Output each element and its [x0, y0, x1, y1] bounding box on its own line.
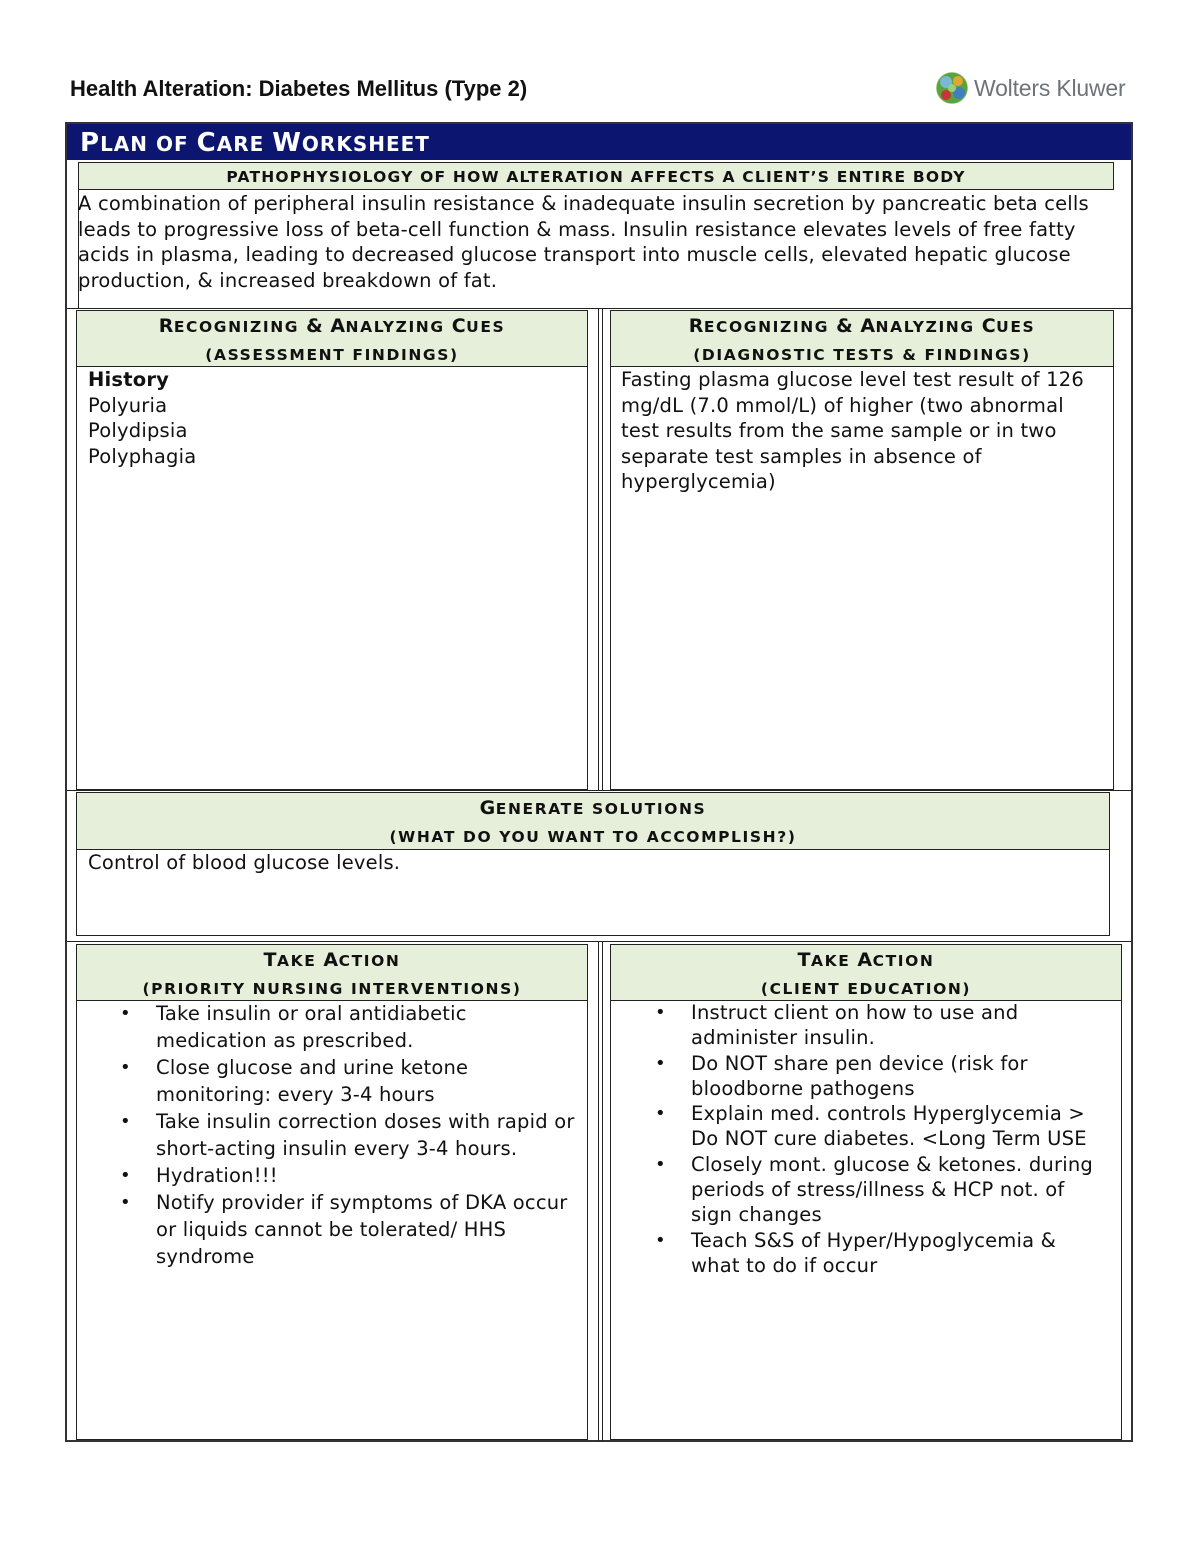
assessment-heading: RECOGNIZING & ANALYZING CUES (ASSESSMENT FINDINGS) [76, 310, 588, 367]
assessment-content [88, 367, 578, 469]
diagnostics-text: Fasting plasma glucose level test result of 126 mg/dL (7.0 mmol/L) of higher (two abnormal test results from the same sample or in two separate test samples in absence of hyperglycemia) [621, 368, 1084, 493]
intervention-item: • Take insulin or oral antidiabetic medication as prescribed. [76, 1000, 576, 1054]
wolters-kluwer-globe-icon [934, 70, 970, 106]
intervention-item: • Notify provider if symptoms of DKA occur or liquids cannot be tolerated/ HHS syndrome [76, 1189, 576, 1270]
education-item: • Explain med. controls Hyperglycemia > Do NOT cure diabetes. <Long Term USE [611, 1101, 1111, 1152]
interventions-subheading: (PRIORITY NURSING INTERVENTIONS) [142, 980, 522, 998]
solutions-text: Control of blood glucose levels. [88, 851, 401, 874]
education-heading: TAKE ACTION (CLIENT EDUCATION) [610, 944, 1122, 1001]
intervention-item: • Hydration!!! [76, 1162, 576, 1189]
wolters-kluwer-logo [934, 70, 1125, 106]
assessment-subheading: (ASSESSMENT FINDINGS) [205, 346, 459, 364]
section-divider [67, 308, 1131, 309]
column-divider [598, 941, 599, 1441]
interventions-list [76, 1000, 576, 1270]
column-divider [602, 941, 603, 1441]
assessment-item: Polyphagia [88, 444, 197, 468]
document-title: Health Alteration: Diabetes Mellitus (Type 2) [70, 76, 528, 101]
pathophysiology-heading: PATHOPHYSIOLOGY OF HOW ALTERATION AFFECTS A CLIENT’S ENTIRE BODY [78, 162, 1114, 190]
education-item: • Instruct client on how to use and administer insulin. [611, 1000, 1111, 1051]
intervention-item: • Take insulin correction doses with rapid or short-acting insulin every 3-4 hours. [76, 1108, 576, 1162]
column-divider [598, 308, 599, 790]
education-item: • Closely mont. glucose & ketones. during periods of stress/illness & HCP not. of sign changes [611, 1152, 1111, 1228]
intervention-item: • Close glucose and urine ketone monitoring: every 3-4 hours [76, 1054, 576, 1108]
logo-text: Wolters Kluwer [974, 74, 1126, 101]
assessment-item: Polyuria [88, 393, 168, 417]
diagnostics-subheading: (DIAGNOSTIC TESTS & FINDINGS) [693, 346, 1031, 364]
interventions-heading: TAKE ACTION (PRIORITY NURSING INTERVENTIONS) [76, 944, 588, 1001]
worksheet-title: PLAN OF CARE WORKSHEET [80, 128, 430, 158]
solutions-subheading: (WHAT DO YOU WANT TO ACCOMPLISH?) [389, 828, 797, 846]
history-label: History [88, 368, 170, 391]
section-divider [67, 941, 1131, 942]
solutions-heading: GENERATE SOLUTIONS (WHAT DO YOU WANT TO ACCOMPLISH?) [76, 792, 1110, 850]
education-item: • Do NOT share pen device (risk for bloodborne pathogens [611, 1051, 1111, 1102]
assessment-item: Polydipsia [88, 419, 188, 442]
pathophysiology-text: A combination of peripheral insulin resistance & inadequate insulin secretion by pancreatic beta cells leads to progressive loss of beta-cell function & mass. Insulin resistance elevates levels of free fatty acids in plasma, leading to decreased glucose transport into muscle cells, elevated hepatic glucose production, & increased breakdown of fat. [78, 192, 1089, 292]
column-divider [602, 308, 603, 790]
education-list [611, 1000, 1111, 1278]
section-divider [67, 790, 1131, 791]
diagnostics-heading: RECOGNIZING & ANALYZING CUES (DIAGNOSTIC TESTS & FINDINGS) [610, 310, 1114, 367]
education-subheading: (CLIENT EDUCATION) [760, 980, 972, 998]
education-item: • Teach S&S of Hyper/Hypoglycemia & what to do if occur [611, 1228, 1111, 1279]
